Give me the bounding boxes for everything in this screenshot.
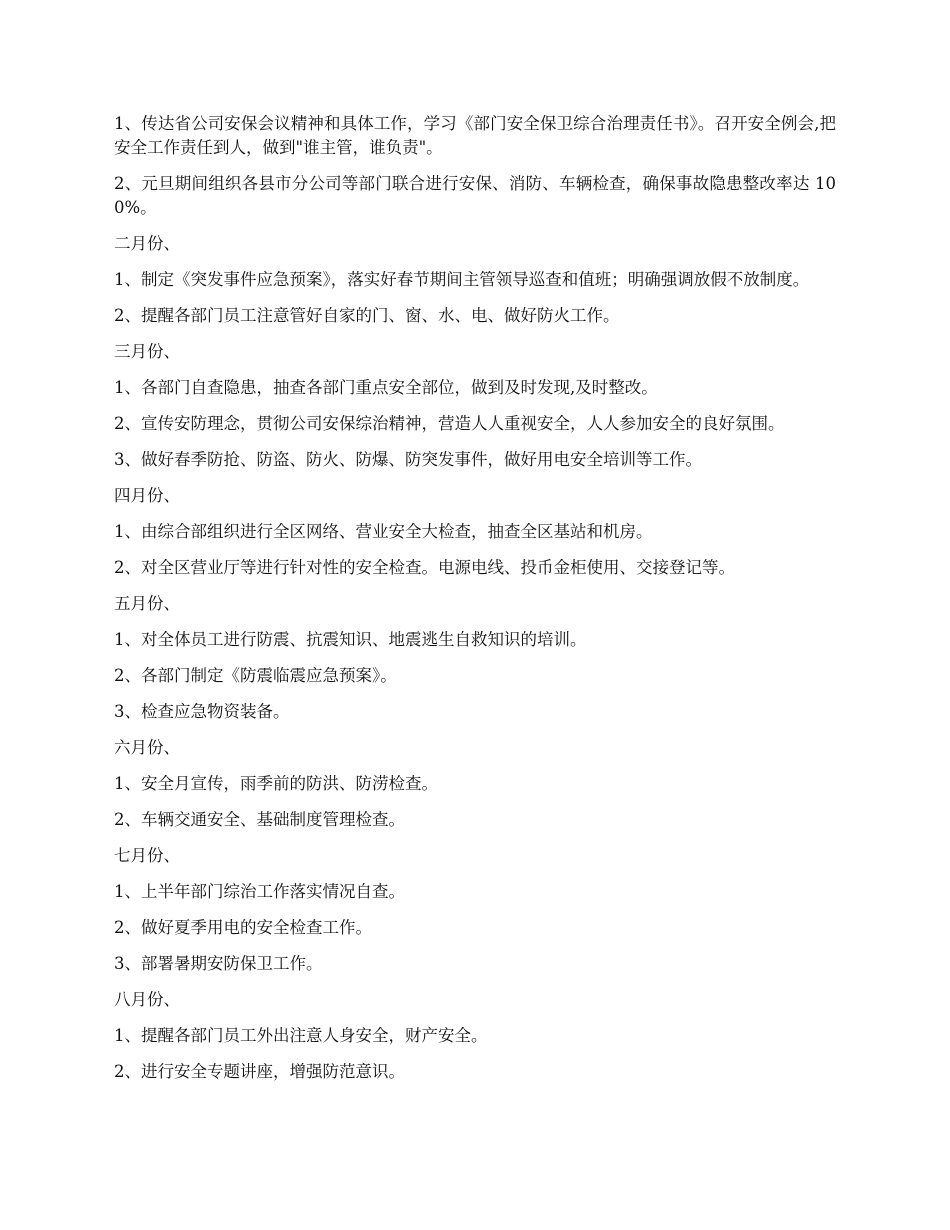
month-heading: 四月份、 (114, 486, 180, 505)
paragraph: 1、制定《突发事件应急预案》，落实好春节期间主管领导巡查和值班；明确强调放假不放制度。 (114, 270, 810, 289)
paragraph: 1、传达省公司安保会议精神和具体工作，学习《部门安全保卫综合治理责任书》。召开安全例会,把安全工作责任到人，做到"谁主管，谁负责"。 (114, 114, 836, 157)
paragraph: 1、提醒各部门员工外出注意人身安全，财产安全。 (114, 1026, 488, 1045)
month-heading: 五月份、 (114, 594, 180, 613)
paragraph: 1、安全月宣传，雨季前的防洪、防涝检查。 (114, 774, 438, 793)
paragraph: 2、宣传安防理念，贯彻公司安保综治精神，营造人人重视安全，人人参加安全的良好氛围。 (114, 414, 785, 433)
paragraph: 3、做好春季防抢、防盗、防火、防爆、防突发事件，做好用电安全培训等工作。 (114, 450, 702, 469)
paragraph: 2、各部门制定《防震临震应急预案》。 (114, 666, 397, 685)
month-heading: 三月份、 (114, 342, 180, 361)
paragraph: 2、车辆交通安全、基础制度管理检查。 (114, 810, 405, 829)
month-heading: 二月份、 (114, 234, 180, 253)
paragraph: 1、上半年部门综治工作落实情况自查。 (114, 882, 405, 901)
document-body (114, 112, 836, 1096)
month-heading: 七月份、 (114, 846, 180, 865)
paragraph: 1、各部门自查隐患，抽查各部门重点安全部位，做到及时发现,及时整改。 (114, 378, 658, 397)
paragraph: 2、进行安全专题讲座，增强防范意识。 (114, 1062, 405, 1081)
paragraph: 2、提醒各部门员工注意管好自家的门、窗、水、电、做好防火工作。 (114, 306, 620, 325)
paragraph: 1、由综合部组织进行全区网络、营业安全大检查，抽查全区基站和机房。 (114, 522, 653, 541)
paragraph: 1、对全体员工进行防震、抗震知识、地震逃生自救知识的培训。 (114, 630, 587, 649)
month-heading: 八月份、 (114, 990, 180, 1009)
paragraph: 3、检查应急物资装备。 (114, 702, 290, 721)
month-heading: 六月份、 (114, 738, 180, 757)
paragraph: 2、对全区营业厅等进行针对性的安全检查。电源电线、投币金柜使用、交接登记等。 (114, 558, 735, 577)
paragraph: 2、做好夏季用电的安全检查工作。 (114, 918, 372, 937)
paragraph: 3、部署暑期安防保卫工作。 (114, 954, 323, 973)
paragraph: 2、元旦期间组织各县市分公司等部门联合进行安保、消防、车辆检查，确保事故隐患整改率达 100%。 (114, 174, 836, 217)
